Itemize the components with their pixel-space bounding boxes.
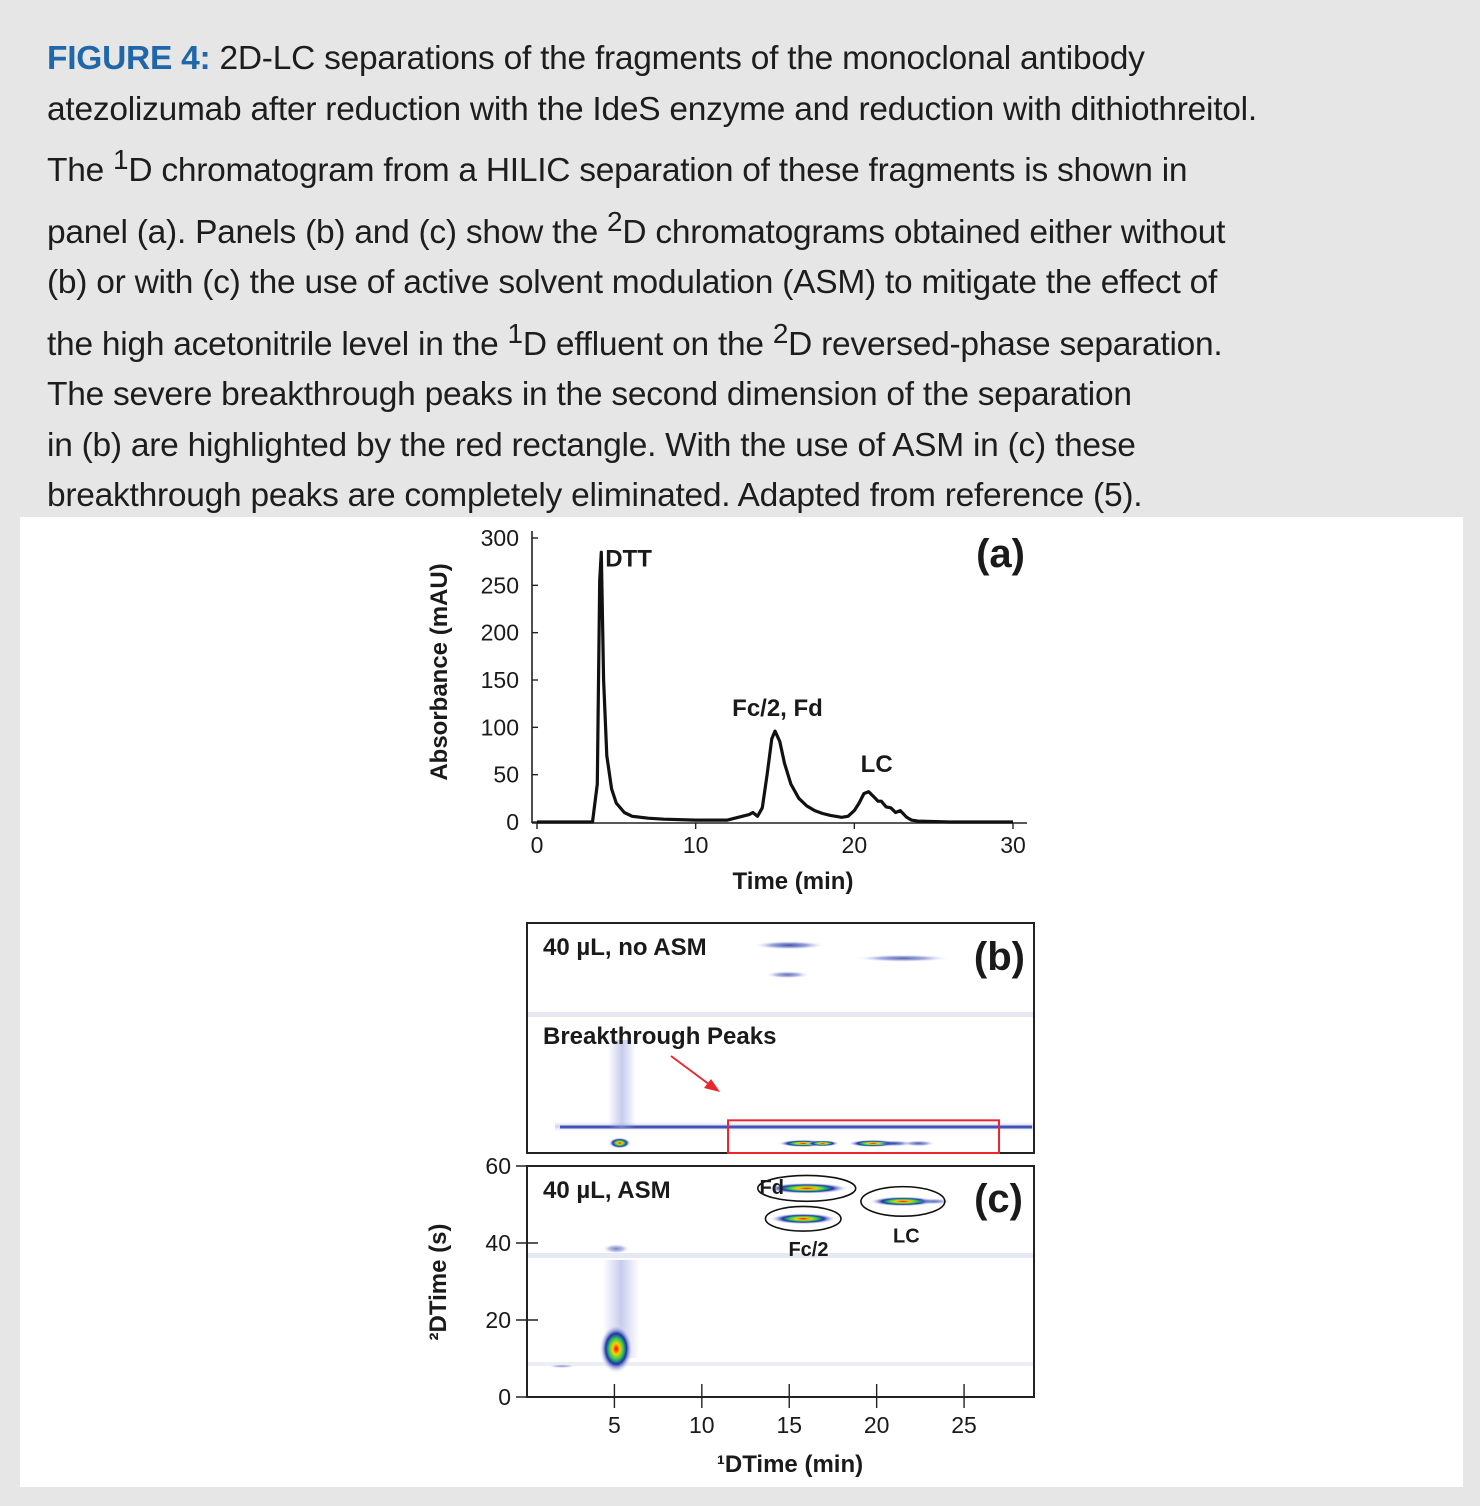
y-tick-label: 300: [480, 525, 519, 551]
superscript: 2: [607, 205, 623, 237]
x-tick-label: 0: [530, 832, 544, 858]
panel-b-condition: 40 µL, no ASM: [543, 934, 707, 961]
y-tick-label: 250: [480, 572, 519, 599]
heatmap-spot: [806, 1140, 840, 1146]
caption-text: D chromatograms obtained either without: [622, 213, 1226, 251]
y-tick-label: 200: [480, 619, 519, 646]
caption-text: The: [47, 152, 114, 190]
modulation-band: [527, 1253, 1034, 1258]
y-tick-label: 100: [480, 714, 519, 741]
x-tick-label: 10: [689, 1412, 715, 1438]
y-tick-label: 20: [485, 1307, 511, 1333]
chromatogram-trace: [537, 552, 1013, 822]
panel-a-xlabel: Time (min): [732, 868, 854, 895]
caption-label: FIGURE 4:: [47, 40, 211, 77]
superscript: 1: [507, 317, 523, 349]
panel-c-heatmap: [425, 1153, 1034, 1478]
peak-label-dtt: DTT: [605, 545, 652, 573]
heatmap-spot: [548, 1364, 576, 1368]
caption-text: D reversed-phase separation.: [788, 325, 1223, 363]
heatmap-spot: [765, 971, 810, 978]
caption-line-8: in (b) are highlighted by the red rectangle. With the use of ASM in (c) these: [47, 426, 1136, 464]
superscript: 2: [772, 317, 789, 349]
modulation-band: [527, 1012, 1034, 1017]
panel-a-chromatogram: [426, 525, 1027, 895]
panel-b-label: (b): [973, 935, 1025, 979]
x-tick-label: 20: [863, 1412, 890, 1438]
panel-a-ylabel: Absorbance (mAU): [426, 563, 453, 781]
spot-label-lc: LC: [893, 1225, 920, 1248]
heatmap-spot: [753, 941, 826, 950]
heatmap-spot: [602, 1244, 630, 1254]
y-tick-label: 60: [485, 1153, 511, 1179]
caption-text: panel (a). Panels (b) and (c) show the: [47, 213, 608, 251]
heatmap-spot: [770, 1213, 837, 1224]
spot-label-fd: Fd: [759, 1177, 784, 1200]
x-tick-label: 15: [776, 1412, 803, 1438]
panel-c-xlabel: ¹DTime (min): [716, 1451, 864, 1478]
caption-text: D effluent on the: [522, 325, 773, 363]
x-tick-label: 30: [1000, 832, 1026, 858]
heatmap-spot: [599, 1324, 633, 1373]
panel-c-ylabel: ²DTime (s): [425, 1223, 452, 1341]
caption-text: the high acetonitrile level in the: [47, 325, 508, 363]
x-tick-label: 20: [841, 832, 868, 858]
y-tick-label: 0: [498, 1384, 511, 1410]
y-tick-label: 50: [493, 761, 519, 788]
panel-c-condition: 40 µL, ASM: [543, 1177, 671, 1204]
panel-a-label: (a): [976, 532, 1025, 576]
x-tick-label: 5: [608, 1412, 621, 1438]
superscript: 1: [113, 144, 129, 175]
heatmap-spot: [902, 1140, 936, 1146]
y-tick-label: 150: [480, 667, 519, 693]
panel-b-heatmap: [527, 923, 1034, 1153]
caption-line-7: The severe breakthrough peaks in the second dimension of the separation: [47, 376, 1132, 414]
breakthrough-label: Breakthrough Peaks: [543, 1023, 777, 1050]
caption-line-9: breakthrough peaks are completely eliminated. Adapted from reference (5).: [47, 477, 1143, 515]
heatmap-spot: [918, 1198, 952, 1204]
caption-line-5: (b) or with (c) the use of active solvent modulation (ASM) to mitigate the effect of: [47, 264, 1218, 302]
caption-text: D chromatogram from a HILIC separation of these fragments is shown in: [128, 152, 1188, 190]
y-tick-label: 0: [506, 809, 519, 835]
caption-text: 2D-LC separations of the fragments of the monoclonal antibody: [219, 40, 1145, 77]
heatmap-spot: [608, 1138, 630, 1149]
heatmap-spot: [855, 955, 950, 962]
spot-label-fc2: Fc/2: [788, 1238, 829, 1261]
peak-label-lc: LC: [860, 750, 893, 778]
dtt-streak: [608, 1040, 636, 1128]
y-tick-label: 40: [485, 1230, 511, 1256]
x-tick-label: 10: [682, 832, 709, 858]
x-tick-label: 25: [951, 1412, 977, 1438]
panel-c-label: (c): [974, 1177, 1023, 1221]
caption-line-2: atezolizumab after reduction with the IdeS enzyme and reduction with dithiothreitol.: [47, 90, 1257, 128]
peak-label-fc2-fd: Fc/2, Fd: [732, 694, 823, 722]
